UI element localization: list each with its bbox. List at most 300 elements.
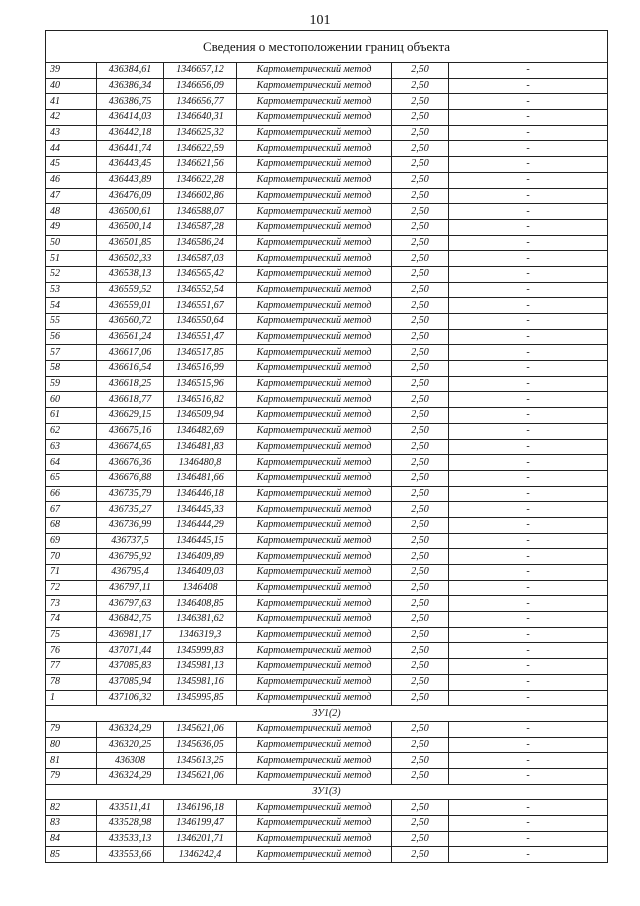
y-coordinate: 1346588,07 bbox=[164, 204, 237, 220]
description-cell: - bbox=[449, 266, 608, 282]
method-cell: Картометрический метод bbox=[237, 266, 392, 282]
table-row bbox=[46, 78, 608, 94]
table-row bbox=[46, 596, 608, 612]
point-number: 69 bbox=[46, 533, 97, 549]
y-coordinate: 1346199,47 bbox=[164, 816, 237, 832]
table-row bbox=[46, 612, 608, 628]
description-cell: - bbox=[449, 627, 608, 643]
point-number: 73 bbox=[46, 596, 97, 612]
description-cell: - bbox=[449, 565, 608, 581]
point-number: 45 bbox=[46, 157, 97, 173]
x-coordinate: 436502,33 bbox=[97, 251, 164, 267]
description-cell: - bbox=[449, 314, 608, 330]
section-row bbox=[46, 784, 608, 800]
point-number: 79 bbox=[46, 768, 97, 784]
x-coordinate: 436736,99 bbox=[97, 517, 164, 533]
coordinates-sheet bbox=[45, 30, 608, 863]
x-coordinate: 436795,92 bbox=[97, 549, 164, 565]
description-cell: - bbox=[449, 847, 608, 863]
section-row bbox=[46, 706, 608, 722]
precision-cell: 2,50 bbox=[392, 251, 449, 267]
description-cell: - bbox=[449, 768, 608, 784]
method-cell: Картометрический метод bbox=[237, 141, 392, 157]
description-cell: - bbox=[449, 455, 608, 471]
table-row bbox=[46, 533, 608, 549]
point-number: 58 bbox=[46, 361, 97, 377]
table-title: Сведения о местоположении границ объекта bbox=[45, 30, 608, 62]
point-number: 53 bbox=[46, 282, 97, 298]
description-cell: - bbox=[449, 486, 608, 502]
precision-cell: 2,50 bbox=[392, 172, 449, 188]
method-cell: Картометрический метод bbox=[237, 423, 392, 439]
point-number: 62 bbox=[46, 423, 97, 439]
description-cell: - bbox=[449, 298, 608, 314]
x-coordinate: 436386,34 bbox=[97, 78, 164, 94]
description-cell: - bbox=[449, 329, 608, 345]
method-cell: Картометрический метод bbox=[237, 753, 392, 769]
point-number: 78 bbox=[46, 674, 97, 690]
precision-cell: 2,50 bbox=[392, 314, 449, 330]
description-cell: - bbox=[449, 674, 608, 690]
table-row bbox=[46, 565, 608, 581]
table-row bbox=[46, 345, 608, 361]
description-cell: - bbox=[449, 737, 608, 753]
y-coordinate: 1346319,3 bbox=[164, 627, 237, 643]
x-coordinate: 436676,36 bbox=[97, 455, 164, 471]
precision-cell: 2,50 bbox=[392, 627, 449, 643]
precision-cell: 2,50 bbox=[392, 94, 449, 110]
precision-cell: 2,50 bbox=[392, 816, 449, 832]
description-cell: - bbox=[449, 753, 608, 769]
method-cell: Картометрический метод bbox=[237, 596, 392, 612]
point-number: 85 bbox=[46, 847, 97, 863]
description-cell: - bbox=[449, 831, 608, 847]
point-number: 40 bbox=[46, 78, 97, 94]
precision-cell: 2,50 bbox=[392, 439, 449, 455]
method-cell: Картометрический метод bbox=[237, 392, 392, 408]
description-cell: - bbox=[449, 94, 608, 110]
precision-cell: 2,50 bbox=[392, 219, 449, 235]
point-number: 67 bbox=[46, 502, 97, 518]
x-coordinate: 436384,61 bbox=[97, 63, 164, 79]
precision-cell: 2,50 bbox=[392, 470, 449, 486]
point-number: 83 bbox=[46, 816, 97, 832]
y-coordinate: 1346656,77 bbox=[164, 94, 237, 110]
table-row bbox=[46, 674, 608, 690]
y-coordinate: 1346551,67 bbox=[164, 298, 237, 314]
y-coordinate: 1346409,03 bbox=[164, 565, 237, 581]
x-coordinate: 436501,85 bbox=[97, 235, 164, 251]
y-coordinate: 1346587,28 bbox=[164, 219, 237, 235]
method-cell: Картометрический метод bbox=[237, 251, 392, 267]
description-cell: - bbox=[449, 533, 608, 549]
table-row bbox=[46, 470, 608, 486]
point-number: 52 bbox=[46, 266, 97, 282]
coordinates-table-body bbox=[46, 63, 608, 863]
table-row bbox=[46, 737, 608, 753]
y-coordinate: 1345981,16 bbox=[164, 674, 237, 690]
table-row bbox=[46, 219, 608, 235]
precision-cell: 2,50 bbox=[392, 643, 449, 659]
point-number: 39 bbox=[46, 63, 97, 79]
table-row bbox=[46, 659, 608, 675]
x-coordinate: 437106,32 bbox=[97, 690, 164, 706]
table-row bbox=[46, 455, 608, 471]
y-coordinate: 1345981,13 bbox=[164, 659, 237, 675]
method-cell: Картометрический метод bbox=[237, 533, 392, 549]
method-cell: Картометрический метод bbox=[237, 314, 392, 330]
table-row bbox=[46, 204, 608, 220]
method-cell: Картометрический метод bbox=[237, 502, 392, 518]
point-number: 46 bbox=[46, 172, 97, 188]
x-coordinate: 436441,74 bbox=[97, 141, 164, 157]
method-cell: Картометрический метод bbox=[237, 643, 392, 659]
method-cell: Картометрический метод bbox=[237, 235, 392, 251]
point-number: 56 bbox=[46, 329, 97, 345]
y-coordinate: 1346625,32 bbox=[164, 125, 237, 141]
point-number: 51 bbox=[46, 251, 97, 267]
y-coordinate: 1345995,85 bbox=[164, 690, 237, 706]
y-coordinate: 1346196,18 bbox=[164, 800, 237, 816]
x-coordinate: 433533,13 bbox=[97, 831, 164, 847]
table-row bbox=[46, 141, 608, 157]
point-number: 66 bbox=[46, 486, 97, 502]
y-coordinate: 1346446,18 bbox=[164, 486, 237, 502]
precision-cell: 2,50 bbox=[392, 63, 449, 79]
x-coordinate: 433528,98 bbox=[97, 816, 164, 832]
x-coordinate: 436617,06 bbox=[97, 345, 164, 361]
x-coordinate: 436414,03 bbox=[97, 110, 164, 126]
description-cell: - bbox=[449, 188, 608, 204]
table-row bbox=[46, 235, 608, 251]
method-cell: Картометрический метод bbox=[237, 110, 392, 126]
precision-cell: 2,50 bbox=[392, 502, 449, 518]
y-coordinate: 1346622,59 bbox=[164, 141, 237, 157]
precision-cell: 2,50 bbox=[392, 78, 449, 94]
precision-cell: 2,50 bbox=[392, 392, 449, 408]
precision-cell: 2,50 bbox=[392, 659, 449, 675]
precision-cell: 2,50 bbox=[392, 753, 449, 769]
precision-cell: 2,50 bbox=[392, 549, 449, 565]
description-cell: - bbox=[449, 502, 608, 518]
x-coordinate: 436443,45 bbox=[97, 157, 164, 173]
point-number: 81 bbox=[46, 753, 97, 769]
y-coordinate: 1346445,15 bbox=[164, 533, 237, 549]
description-cell: - bbox=[449, 690, 608, 706]
table-row bbox=[46, 110, 608, 126]
x-coordinate: 436797,63 bbox=[97, 596, 164, 612]
point-number: 65 bbox=[46, 470, 97, 486]
point-number: 71 bbox=[46, 565, 97, 581]
x-coordinate: 436981,17 bbox=[97, 627, 164, 643]
table-row bbox=[46, 690, 608, 706]
point-number: 74 bbox=[46, 612, 97, 628]
point-number: 42 bbox=[46, 110, 97, 126]
method-cell: Картометрический метод bbox=[237, 376, 392, 392]
description-cell: - bbox=[449, 580, 608, 596]
description-cell: - bbox=[449, 78, 608, 94]
y-coordinate: 1346201,71 bbox=[164, 831, 237, 847]
precision-cell: 2,50 bbox=[392, 831, 449, 847]
point-number: 77 bbox=[46, 659, 97, 675]
y-coordinate: 1346408,85 bbox=[164, 596, 237, 612]
x-coordinate: 436308 bbox=[97, 753, 164, 769]
y-coordinate: 1346586,24 bbox=[164, 235, 237, 251]
method-cell: Картометрический метод bbox=[237, 298, 392, 314]
x-coordinate: 436797,11 bbox=[97, 580, 164, 596]
precision-cell: 2,50 bbox=[392, 298, 449, 314]
table-row bbox=[46, 423, 608, 439]
description-cell: - bbox=[449, 376, 608, 392]
table-row bbox=[46, 721, 608, 737]
y-coordinate: 1346481,83 bbox=[164, 439, 237, 455]
method-cell: Картометрический метод bbox=[237, 831, 392, 847]
y-coordinate: 1346481,66 bbox=[164, 470, 237, 486]
x-coordinate: 436618,77 bbox=[97, 392, 164, 408]
method-cell: Картометрический метод bbox=[237, 219, 392, 235]
x-coordinate: 436737,5 bbox=[97, 533, 164, 549]
x-coordinate: 436324,29 bbox=[97, 768, 164, 784]
y-coordinate: 1346516,99 bbox=[164, 361, 237, 377]
point-number: 49 bbox=[46, 219, 97, 235]
x-coordinate: 436560,72 bbox=[97, 314, 164, 330]
y-coordinate: 1346552,54 bbox=[164, 282, 237, 298]
description-cell: - bbox=[449, 282, 608, 298]
precision-cell: 2,50 bbox=[392, 565, 449, 581]
method-cell: Картометрический метод bbox=[237, 94, 392, 110]
method-cell: Картометрический метод bbox=[237, 63, 392, 79]
description-cell: - bbox=[449, 251, 608, 267]
method-cell: Картометрический метод bbox=[237, 674, 392, 690]
precision-cell: 2,50 bbox=[392, 329, 449, 345]
section-label: ЗУ1(3) bbox=[46, 784, 608, 800]
y-coordinate: 1346657,12 bbox=[164, 63, 237, 79]
y-coordinate: 1346565,42 bbox=[164, 266, 237, 282]
method-cell: Картометрический метод bbox=[237, 768, 392, 784]
table-row bbox=[46, 392, 608, 408]
precision-cell: 2,50 bbox=[392, 486, 449, 502]
description-cell: - bbox=[449, 157, 608, 173]
precision-cell: 2,50 bbox=[392, 612, 449, 628]
precision-cell: 2,50 bbox=[392, 266, 449, 282]
y-coordinate: 1346516,82 bbox=[164, 392, 237, 408]
method-cell: Картометрический метод bbox=[237, 847, 392, 863]
y-coordinate: 1346656,09 bbox=[164, 78, 237, 94]
x-coordinate: 436735,27 bbox=[97, 502, 164, 518]
method-cell: Картометрический метод bbox=[237, 549, 392, 565]
description-cell: - bbox=[449, 721, 608, 737]
y-coordinate: 1346408 bbox=[164, 580, 237, 596]
table-row bbox=[46, 549, 608, 565]
point-number: 47 bbox=[46, 188, 97, 204]
method-cell: Картометрический метод bbox=[237, 486, 392, 502]
x-coordinate: 437071,44 bbox=[97, 643, 164, 659]
point-number: 55 bbox=[46, 314, 97, 330]
x-coordinate: 436559,52 bbox=[97, 282, 164, 298]
point-number: 68 bbox=[46, 517, 97, 533]
table-row bbox=[46, 251, 608, 267]
description-cell: - bbox=[449, 204, 608, 220]
precision-cell: 2,50 bbox=[392, 423, 449, 439]
x-coordinate: 436618,25 bbox=[97, 376, 164, 392]
precision-cell: 2,50 bbox=[392, 141, 449, 157]
table-row bbox=[46, 517, 608, 533]
table-row bbox=[46, 94, 608, 110]
table-row bbox=[46, 376, 608, 392]
table-row bbox=[46, 408, 608, 424]
precision-cell: 2,50 bbox=[392, 800, 449, 816]
y-coordinate: 1345621,06 bbox=[164, 721, 237, 737]
point-number: 44 bbox=[46, 141, 97, 157]
x-coordinate: 436324,29 bbox=[97, 721, 164, 737]
y-coordinate: 1346550,64 bbox=[164, 314, 237, 330]
method-cell: Картометрический метод bbox=[237, 204, 392, 220]
precision-cell: 2,50 bbox=[392, 768, 449, 784]
description-cell: - bbox=[449, 800, 608, 816]
description-cell: - bbox=[449, 439, 608, 455]
section-label: ЗУ1(2) bbox=[46, 706, 608, 722]
table-row bbox=[46, 831, 608, 847]
precision-cell: 2,50 bbox=[392, 721, 449, 737]
description-cell: - bbox=[449, 423, 608, 439]
y-coordinate: 1345621,06 bbox=[164, 768, 237, 784]
point-number: 79 bbox=[46, 721, 97, 737]
point-number: 1 bbox=[46, 690, 97, 706]
x-coordinate: 436559,01 bbox=[97, 298, 164, 314]
table-row bbox=[46, 643, 608, 659]
description-cell: - bbox=[449, 549, 608, 565]
point-number: 63 bbox=[46, 439, 97, 455]
x-coordinate: 436500,61 bbox=[97, 204, 164, 220]
method-cell: Картометрический метод bbox=[237, 345, 392, 361]
precision-cell: 2,50 bbox=[392, 235, 449, 251]
method-cell: Картометрический метод bbox=[237, 659, 392, 675]
precision-cell: 2,50 bbox=[392, 345, 449, 361]
description-cell: - bbox=[449, 141, 608, 157]
table-row bbox=[46, 329, 608, 345]
description-cell: - bbox=[449, 659, 608, 675]
method-cell: Картометрический метод bbox=[237, 188, 392, 204]
precision-cell: 2,50 bbox=[392, 533, 449, 549]
method-cell: Картометрический метод bbox=[237, 612, 392, 628]
y-coordinate: 1346482,69 bbox=[164, 423, 237, 439]
method-cell: Картометрический метод bbox=[237, 580, 392, 596]
description-cell: - bbox=[449, 596, 608, 612]
point-number: 76 bbox=[46, 643, 97, 659]
x-coordinate: 436538,13 bbox=[97, 266, 164, 282]
table-row bbox=[46, 486, 608, 502]
y-coordinate: 1345636,05 bbox=[164, 737, 237, 753]
description-cell: - bbox=[449, 110, 608, 126]
method-cell: Картометрический метод bbox=[237, 627, 392, 643]
table-row bbox=[46, 816, 608, 832]
method-cell: Картометрический метод bbox=[237, 721, 392, 737]
description-cell: - bbox=[449, 816, 608, 832]
point-number: 54 bbox=[46, 298, 97, 314]
y-coordinate: 1346587,03 bbox=[164, 251, 237, 267]
description-cell: - bbox=[449, 235, 608, 251]
method-cell: Картометрический метод bbox=[237, 361, 392, 377]
table-row bbox=[46, 768, 608, 784]
point-number: 60 bbox=[46, 392, 97, 408]
method-cell: Картометрический метод bbox=[237, 470, 392, 486]
precision-cell: 2,50 bbox=[392, 376, 449, 392]
table-row bbox=[46, 172, 608, 188]
description-cell: - bbox=[449, 361, 608, 377]
x-coordinate: 436629,15 bbox=[97, 408, 164, 424]
description-cell: - bbox=[449, 643, 608, 659]
precision-cell: 2,50 bbox=[392, 361, 449, 377]
y-coordinate: 1346602,86 bbox=[164, 188, 237, 204]
point-number: 64 bbox=[46, 455, 97, 471]
description-cell: - bbox=[449, 470, 608, 486]
table-row bbox=[46, 125, 608, 141]
precision-cell: 2,50 bbox=[392, 737, 449, 753]
x-coordinate: 436443,89 bbox=[97, 172, 164, 188]
method-cell: Картометрический метод bbox=[237, 690, 392, 706]
coordinates-table bbox=[45, 62, 608, 863]
precision-cell: 2,50 bbox=[392, 408, 449, 424]
precision-cell: 2,50 bbox=[392, 455, 449, 471]
x-coordinate: 436842,75 bbox=[97, 612, 164, 628]
x-coordinate: 436442,18 bbox=[97, 125, 164, 141]
y-coordinate: 1345999,83 bbox=[164, 643, 237, 659]
x-coordinate: 436674,65 bbox=[97, 439, 164, 455]
point-number: 61 bbox=[46, 408, 97, 424]
table-row bbox=[46, 314, 608, 330]
precision-cell: 2,50 bbox=[392, 517, 449, 533]
table-row bbox=[46, 847, 608, 863]
table-row bbox=[46, 266, 608, 282]
description-cell: - bbox=[449, 612, 608, 628]
precision-cell: 2,50 bbox=[392, 204, 449, 220]
point-number: 43 bbox=[46, 125, 97, 141]
precision-cell: 2,50 bbox=[392, 188, 449, 204]
x-coordinate: 436561,24 bbox=[97, 329, 164, 345]
method-cell: Картометрический метод bbox=[237, 455, 392, 471]
x-coordinate: 437085,94 bbox=[97, 674, 164, 690]
precision-cell: 2,50 bbox=[392, 690, 449, 706]
description-cell: - bbox=[449, 63, 608, 79]
precision-cell: 2,50 bbox=[392, 596, 449, 612]
description-cell: - bbox=[449, 392, 608, 408]
x-coordinate: 436500,14 bbox=[97, 219, 164, 235]
precision-cell: 2,50 bbox=[392, 110, 449, 126]
x-coordinate: 436616,54 bbox=[97, 361, 164, 377]
table-row bbox=[46, 157, 608, 173]
y-coordinate: 1346621,56 bbox=[164, 157, 237, 173]
method-cell: Картометрический метод bbox=[237, 172, 392, 188]
x-coordinate: 436386,75 bbox=[97, 94, 164, 110]
y-coordinate: 1346242,4 bbox=[164, 847, 237, 863]
description-cell: - bbox=[449, 517, 608, 533]
x-coordinate: 436676,88 bbox=[97, 470, 164, 486]
point-number: 50 bbox=[46, 235, 97, 251]
y-coordinate: 1346622,28 bbox=[164, 172, 237, 188]
x-coordinate: 436735,79 bbox=[97, 486, 164, 502]
method-cell: Картометрический метод bbox=[237, 800, 392, 816]
method-cell: Картометрический метод bbox=[237, 439, 392, 455]
precision-cell: 2,50 bbox=[392, 157, 449, 173]
x-coordinate: 437085,83 bbox=[97, 659, 164, 675]
method-cell: Картометрический метод bbox=[237, 282, 392, 298]
precision-cell: 2,50 bbox=[392, 847, 449, 863]
table-row bbox=[46, 753, 608, 769]
y-coordinate: 1346480,8 bbox=[164, 455, 237, 471]
method-cell: Картометрический метод bbox=[237, 78, 392, 94]
precision-cell: 2,50 bbox=[392, 125, 449, 141]
table-row bbox=[46, 502, 608, 518]
